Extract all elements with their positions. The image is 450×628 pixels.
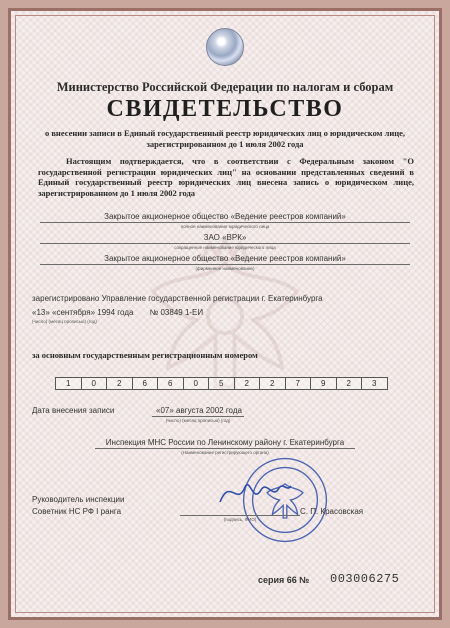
ogrn-digit: 6 xyxy=(133,377,159,390)
brand-name-line xyxy=(40,264,410,265)
signature-caption: (подпись, ФИО) xyxy=(223,517,257,522)
ogrn-number-grid xyxy=(55,377,388,390)
entry-date-caption: (число) (месяц прописью) (год) xyxy=(165,418,231,423)
document-subtitle: о внесении записи в Единый государственный реестр юридических лиц о юридическом лице, зарегистрированном до 1 июля 2002 года xyxy=(44,128,406,149)
ogrn-digit: 2 xyxy=(235,377,261,390)
company-brand-name: Закрытое акционерное общество «Ведение реестров компаний» xyxy=(104,254,346,263)
ogrn-digit: 3 xyxy=(362,377,388,390)
registration-date: «13» «сентября» 1994 года xyxy=(32,308,134,317)
registration-authority: зарегистрировано Управление государственной регистрации г. Екатеринбурга xyxy=(32,294,323,303)
ogrn-digit: 2 xyxy=(107,377,133,390)
ogrn-digit: 6 xyxy=(158,377,184,390)
handwritten-signature xyxy=(215,472,295,512)
ogrn-label: за основным государственным регистрационным номером xyxy=(32,350,258,360)
entry-date: «07» августа 2002 года xyxy=(156,406,242,415)
signatory-position-1: Руководитель инспекции xyxy=(32,495,125,504)
full-name-line xyxy=(40,222,410,223)
signatory-position-2: Советник НС РФ I ранга xyxy=(32,507,122,516)
short-name-caption: сокращенное наименование юридического лица xyxy=(174,245,276,250)
inspection-line xyxy=(95,448,355,449)
hologram-seal xyxy=(206,28,244,66)
entry-date-label: Дата внесения записи xyxy=(32,406,115,415)
ogrn-digit: 1 xyxy=(56,377,82,390)
inspection-caption: (Наименование регистрирующего органа) xyxy=(181,450,269,455)
company-short-name: ЗАО «ВРК» xyxy=(203,233,247,242)
company-full-name: Закрытое акционерное общество «Ведение реестров компаний» xyxy=(104,212,346,221)
ogrn-digit: 5 xyxy=(209,377,235,390)
series-label: серия 66 № xyxy=(258,575,310,585)
inspection-name: Инспекция МНС России по Ленинскому району г. Екатеринбурга xyxy=(105,438,345,447)
intro-paragraph: Настоящим подтверждается, что в соответствии с Федеральным законом "О государственной регистрации юридических лиц" на основании представленных сведений в Единый государственный реестр юридических лиц внесена запись о юридическом лице, зарегистрированном до 1 июля 2002 года xyxy=(38,156,414,198)
full-name-caption: полное наименование юридического лица xyxy=(180,224,270,229)
registration-date-row xyxy=(32,308,203,317)
ogrn-digit: 2 xyxy=(337,377,363,390)
ministry-name: Министерство Российской Федерации по налогам и сборам xyxy=(56,80,394,94)
brand-name-caption: (фирменное наименование) xyxy=(195,266,255,271)
document-title: СВИДЕТЕЛЬСТВО xyxy=(106,96,344,122)
ogrn-digit: 0 xyxy=(184,377,210,390)
signature-line xyxy=(180,515,300,516)
registration-date-caption: (число) (месяц прописью) (год) xyxy=(32,319,97,324)
serial-number: 003006275 xyxy=(330,572,400,586)
ogrn-digit: 9 xyxy=(311,377,337,390)
ogrn-digit: 0 xyxy=(82,377,108,390)
ogrn-digit: 2 xyxy=(260,377,286,390)
registration-number: № 03849 1-ЕИ xyxy=(149,308,204,317)
signatory-name: С. П. Красовская xyxy=(300,507,364,516)
short-name-line xyxy=(40,243,410,244)
ogrn-digit: 7 xyxy=(286,377,312,390)
entry-date-line xyxy=(152,416,244,417)
